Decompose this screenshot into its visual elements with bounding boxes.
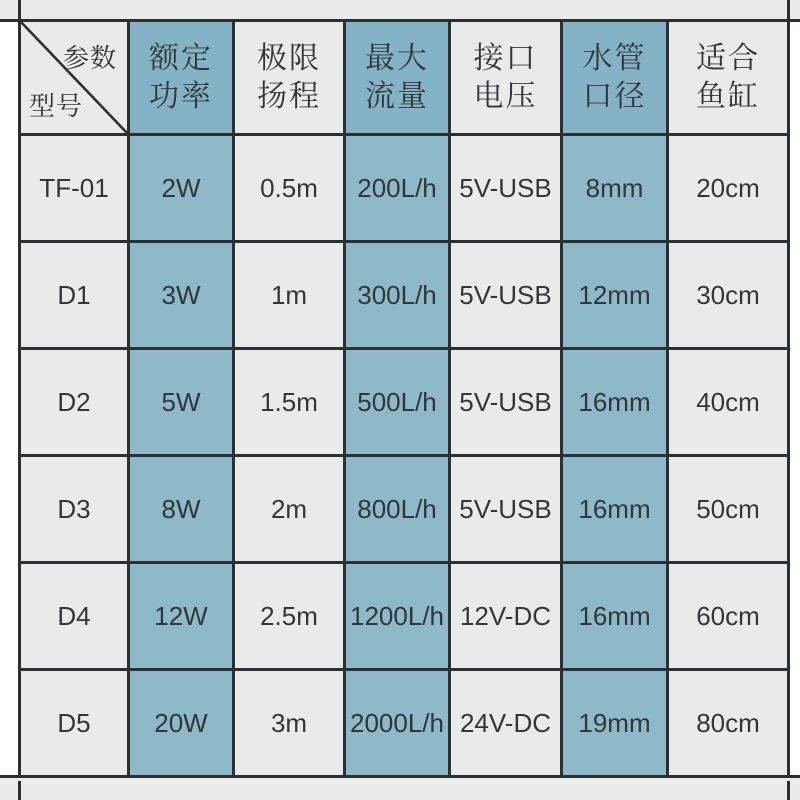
pipe-diameter-cell: 16mm [563, 564, 666, 668]
voltage-cell: 5V-USB [451, 136, 560, 240]
tank-size-cell: 20cm [669, 136, 787, 240]
max-flow-cell: 500L/h [346, 350, 448, 454]
model-cell: D5 [21, 671, 127, 775]
tank-size-cell: 50cm [669, 457, 787, 561]
rated-power-cell: 20W [130, 671, 232, 775]
voltage-cell: 24V-DC [451, 671, 560, 775]
column-header-max-head: 极限 扬程 [235, 22, 343, 133]
rated-power-cell: 12W [130, 564, 232, 668]
tank-size-cell: 60cm [669, 564, 787, 668]
rated-power-cell: 8W [130, 457, 232, 561]
pipe-diameter-cell: 16mm [563, 350, 666, 454]
divider [18, 781, 21, 800]
tank-size-cell: 30cm [669, 243, 787, 347]
column-header-rated-power: 额定 功率 [130, 22, 232, 133]
corner-label-parameters: 参数 [62, 43, 117, 73]
max-flow-cell: 2000L/h [346, 671, 448, 775]
tank-size-cell: 80cm [669, 671, 787, 775]
max-head-cell: 0.5m [235, 136, 343, 240]
voltage-cell: 12V-DC [451, 564, 560, 668]
max-flow-cell: 800L/h [346, 457, 448, 561]
voltage-cell: 5V-USB [451, 350, 560, 454]
divider [787, 781, 790, 800]
tank-size-cell: 40cm [669, 350, 787, 454]
max-head-cell: 2m [235, 457, 343, 561]
model-cell: D1 [21, 243, 127, 347]
divider [18, 0, 21, 19]
max-head-cell: 1m [235, 243, 343, 347]
voltage-cell: 5V-USB [451, 457, 560, 561]
model-cell: D2 [21, 350, 127, 454]
max-flow-cell: 300L/h [346, 243, 448, 347]
max-head-cell: 3m [235, 671, 343, 775]
voltage-cell: 5V-USB [451, 243, 560, 347]
bottom-cropped-band [0, 775, 800, 800]
model-cell: TF-01 [21, 136, 127, 240]
column-header-interface-voltage: 接口 电压 [451, 22, 560, 133]
pump-spec-table [18, 19, 790, 778]
max-flow-cell: 1200L/h [346, 564, 448, 668]
column-header-pipe-diameter: 水管 口径 [563, 22, 666, 133]
rated-power-cell: 3W [130, 243, 232, 347]
pipe-diameter-cell: 12mm [563, 243, 666, 347]
model-cell: D3 [21, 457, 127, 561]
pipe-diameter-cell: 16mm [563, 457, 666, 561]
pipe-diameter-cell: 8mm [563, 136, 666, 240]
column-header-suitable-tank: 适合 鱼缸 [669, 22, 787, 133]
corner-header-cell [21, 22, 127, 133]
max-head-cell: 1.5m [235, 350, 343, 454]
model-cell: D4 [21, 564, 127, 668]
corner-label-model: 型号 [29, 91, 84, 121]
rated-power-cell: 2W [130, 136, 232, 240]
pipe-diameter-cell: 19mm [563, 671, 666, 775]
divider [787, 0, 790, 19]
max-head-cell: 2.5m [235, 564, 343, 668]
rated-power-cell: 5W [130, 350, 232, 454]
max-flow-cell: 200L/h [346, 136, 448, 240]
column-header-max-flow: 最大 流量 [346, 22, 448, 133]
